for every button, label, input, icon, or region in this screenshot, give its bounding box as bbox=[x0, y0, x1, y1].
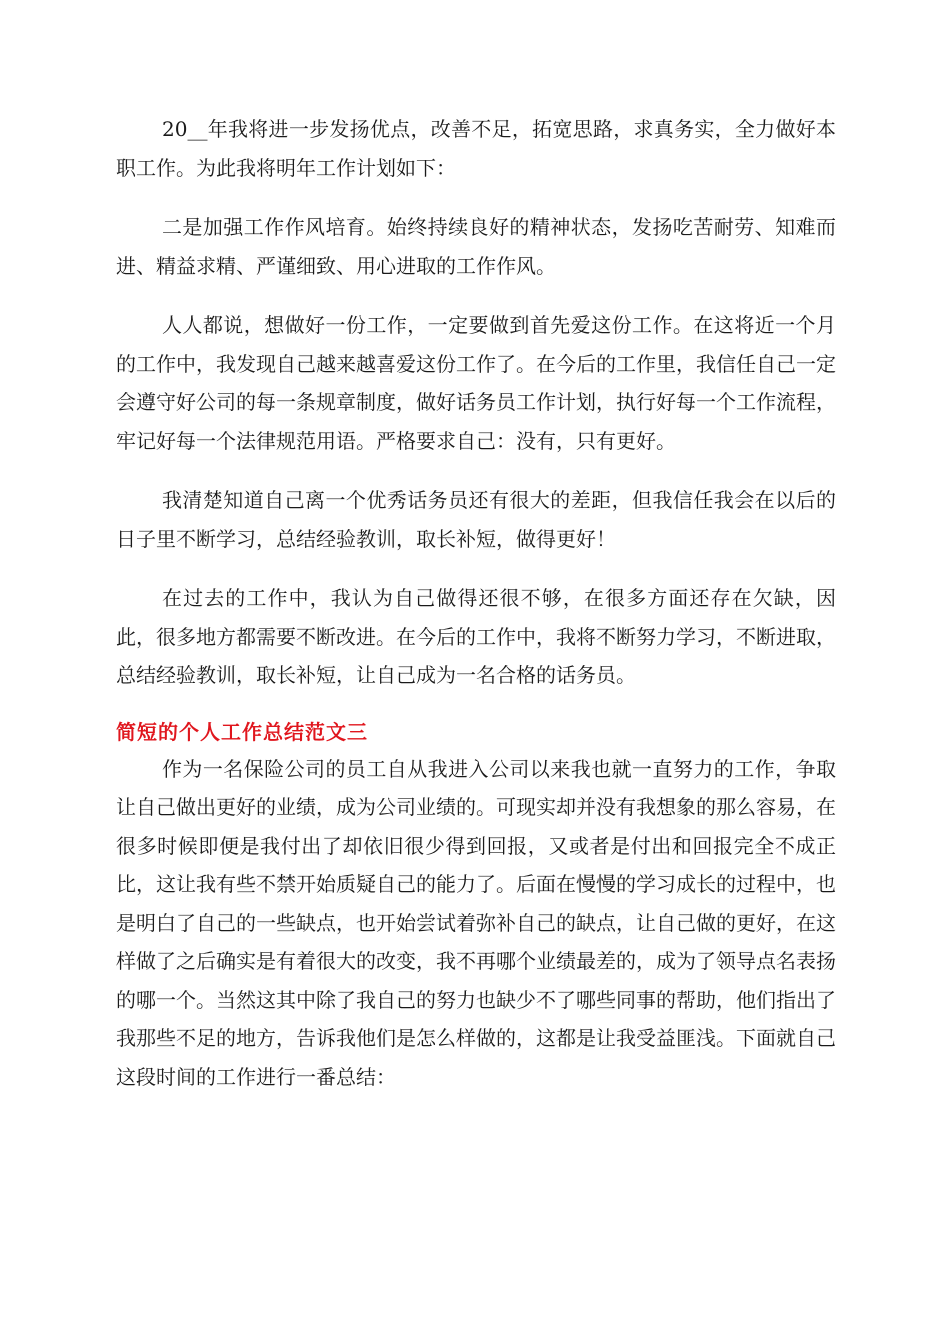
document-body bbox=[116, 110, 836, 1117]
paragraph-improvement: 在过去的工作中，我认为自己做得还很不够，在很多方面还存在欠缺，因此，很多地方都需要不断改进。在今后的工作中，我将不断努力学习，不断进取，总结经验教训，取长补短，让自己成为一名合格的话务员。 bbox=[116, 586, 836, 687]
paragraph-work-plan-intro: 20__年我将进一步发扬优点，改善不足，拓宽思路，求真务实，全力做好本职工作。为此我将明年工作计划如下： bbox=[116, 117, 836, 180]
section-heading: 简短的个人工作总结范文三 bbox=[116, 719, 368, 744]
paragraph-love-the-job: 人人都说，想做好一份工作，一定要做到首先爱这份工作。在这将近一个月的工作中，我发现自己越来越喜爱这份工作了。在今后的工作里，我信任自己一定会遵守好公司的每一条规章制度，做好话务员工作计划，执行好每一个工作流程，牢记好每一个法律规范用语。严格要求自己：没有，只有更好。 bbox=[116, 313, 836, 453]
paragraph-insurance-summary: 作为一名保险公司的员工自从我进入公司以来我也就一直努力的工作，争取让自己做出更好的业绩，成为公司业绩的。可现实却并没有我想象的那么容易，在很多时候即便是我付出了却依旧很少得到回报，又或者是付出和回报完全不成正比，这让我有些不禁开始质疑自己的能力了。后面在慢慢的学习成长的过程中，也是明白了自己的一些缺点，也开始尝试着弥补自己的缺点，让自己做的更好，在这样做了之后确实是有着很大的改变，我不再哪个业绩最差的，成为了领导点名表扬的哪一个。当然这其中除了我自己的努力也缺少不了哪些同事的帮助，他们指出了我那些不足的地方，告诉我他们是怎么样做的，这都是让我受益匪浅。下面就自己这段时间的工作进行一番总结： bbox=[116, 756, 836, 1089]
paragraph-work-style: 二是加强工作作风培育。始终持续良好的精神状态，发扬吃苦耐劳、知难而进、精益求精、严谨细致、用心进取的工作作风。 bbox=[116, 215, 836, 278]
paragraph-keep-learning: 我清楚知道自己离一个优秀话务员还有很大的差距，但我信任我会在以后的日子里不断学习，总结经验教训，取长补短，做得更好！ bbox=[116, 488, 836, 551]
